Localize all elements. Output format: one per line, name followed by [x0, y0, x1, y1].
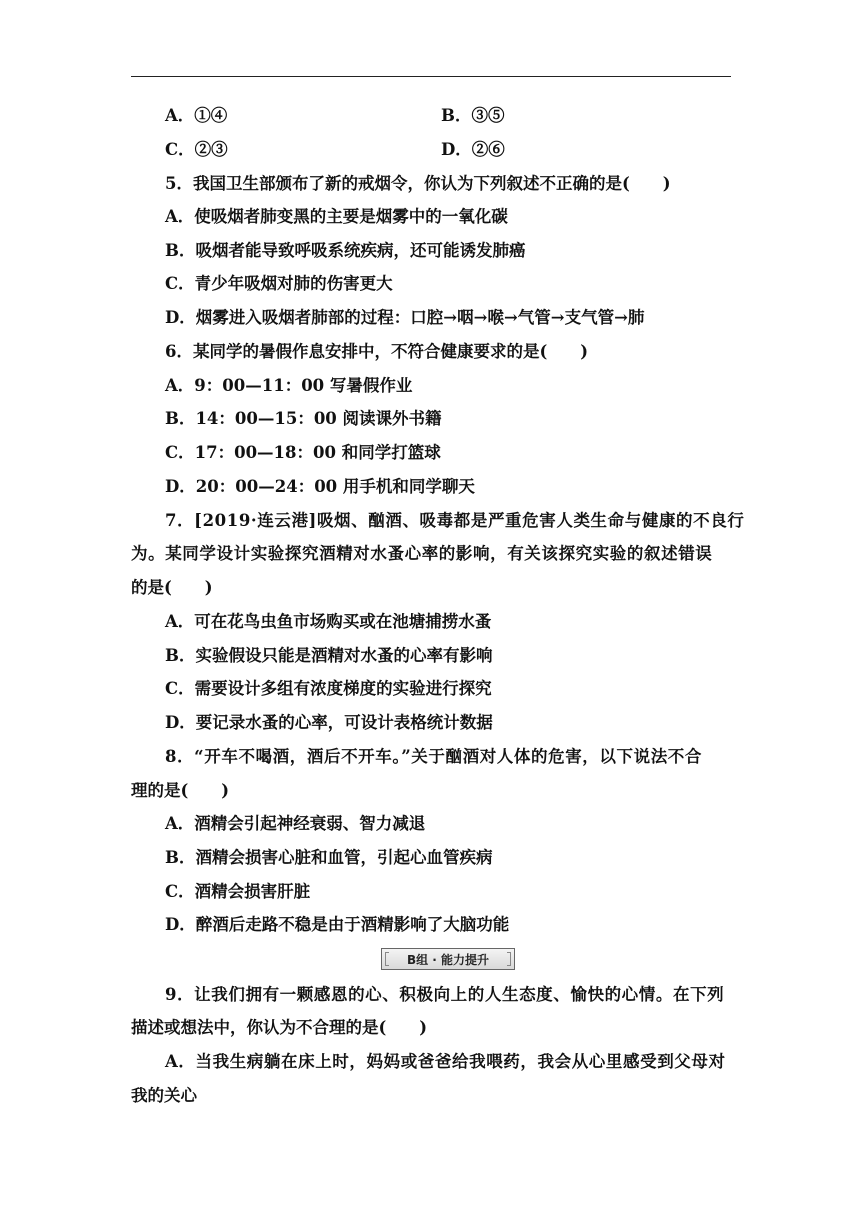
q4-option-a[interactable]: A．①④	[165, 106, 228, 125]
q7-option-b[interactable]: B．实验假设只能是酒精对水蚤的心率有影响	[165, 646, 493, 665]
q7-option-c[interactable]: C．需要设计多组有浓度梯度的实验进行探究	[165, 679, 492, 698]
q6-option-a[interactable]: A．9：00—11：00 写暑假作业	[165, 376, 413, 395]
q4-option-d[interactable]: D．②⑥	[441, 140, 505, 159]
q4-option-c[interactable]: C．②③	[165, 140, 228, 159]
section-badge-b	[381, 948, 515, 970]
q5-option-d[interactable]: D．烟雾进入吸烟者肺部的过程：口腔→咽→喉→气管→支气管→肺	[165, 308, 645, 327]
q8-stem-line-2: 理的是( )	[131, 781, 230, 800]
q5-option-b[interactable]: B．吸烟者能导致呼吸系统疾病，还可能诱发肺癌	[165, 241, 526, 260]
q9-option-a-line-1[interactable]: A．当我生病躺在床上时，妈妈或爸爸给我喂药，我会从心里感受到父母对	[165, 1052, 726, 1071]
section-badge-label: B组 · 能力提升	[406, 952, 490, 967]
q9-stem-line-2: 描述或想法中，你认为不合理的是( )	[131, 1018, 428, 1037]
header-rule	[131, 76, 731, 77]
q8-option-d[interactable]: D．醉酒后走路不稳是由于酒精影响了大脑功能	[165, 915, 510, 934]
q5-stem: 5．我国卫生部颁布了新的戒烟令，你认为下列叙述不正确的是( )	[165, 174, 671, 193]
q6-stem: 6．某同学的暑假作息安排中，不符合健康要求的是( )	[165, 342, 589, 361]
q8-option-a[interactable]: A．酒精会引起神经衰弱、智力减退	[165, 814, 426, 833]
q8-option-b[interactable]: B．酒精会损害心脏和血管，引起心血管疾病	[165, 848, 493, 867]
q4-option-b[interactable]: B．③⑤	[441, 106, 505, 125]
q5-option-a[interactable]: A．使吸烟者肺变黑的主要是烟雾中的一氧化碳	[165, 207, 508, 226]
q8-option-c[interactable]: C．酒精会损害肝脏	[165, 882, 311, 901]
q9-option-a-line-2[interactable]: 我的关心	[131, 1086, 197, 1105]
q7-stem-line-2: 为。某同学设计实验探究酒精对水蚤心率的影响，有关该探究实验的叙述错误	[131, 544, 713, 563]
q7-option-a[interactable]: A．可在花鸟虫鱼市场购买或在池塘捕捞水蚤	[165, 612, 492, 631]
q8-stem-line-1: 8．“开车不喝酒，酒后不开车。”关于酗酒对人体的危害，以下说法不合	[165, 747, 703, 766]
q6-option-d[interactable]: D．20：00—24：00 用手机和同学聊天	[165, 477, 475, 496]
q6-option-c[interactable]: C．17：00—18：00 和同学打篮球	[165, 443, 441, 462]
q9-stem-line-1: 9．让我们拥有一颗感恩的心、积极向上的人生态度、愉快的心情。在下列	[165, 985, 725, 1004]
q6-option-b[interactable]: B．14：00—15：00 阅读课外书籍	[165, 409, 442, 428]
q7-stem-line-1: 7．[2019·连云港]吸烟、酗酒、吸毒都是严重危害人类生命与健康的不良行	[165, 511, 745, 530]
q7-option-d[interactable]: D．要记录水蚤的心率，可设计表格统计数据	[165, 713, 493, 732]
q7-stem-line-3: 的是( )	[131, 578, 213, 597]
q5-option-c[interactable]: C．青少年吸烟对肺的伤害更大	[165, 274, 393, 293]
